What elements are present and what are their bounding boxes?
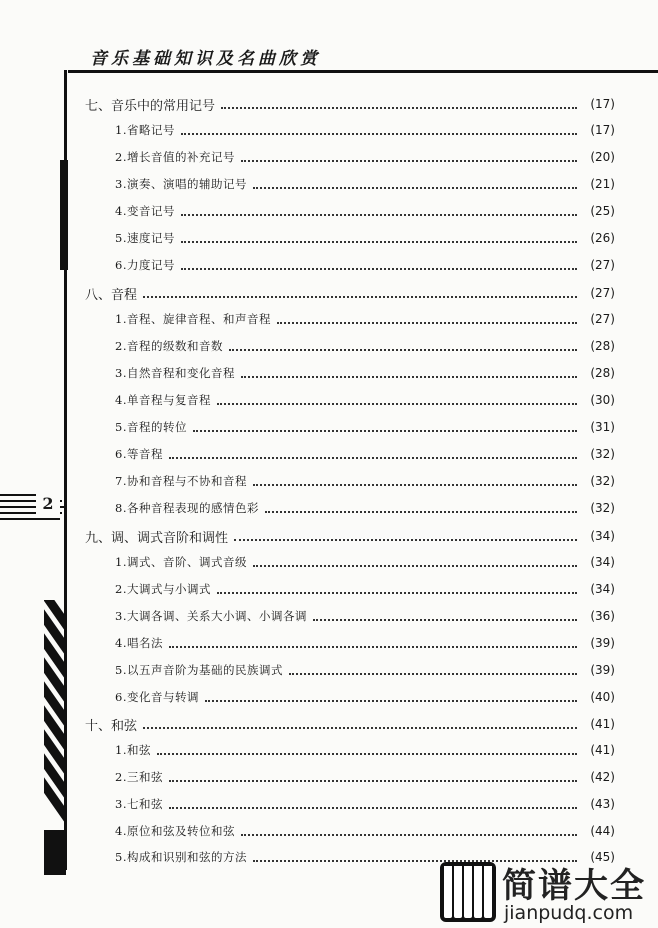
toc-item xyxy=(85,606,615,626)
toc-entry-title: 6.变化音与转调 xyxy=(115,690,199,704)
toc-entry-title: 1.音程、旋律音程、和声音程 xyxy=(115,312,271,326)
toc-entry-title: 7.协和音程与不协和音程 xyxy=(115,474,247,488)
toc-entry-page: (20) xyxy=(590,150,615,164)
toc-item xyxy=(85,687,615,707)
toc-entry-page: (36) xyxy=(590,609,615,623)
decorative-bottom-block xyxy=(44,830,66,875)
toc-entry-title: 4.变音记号 xyxy=(115,204,175,218)
toc-item xyxy=(85,228,615,248)
toc-item xyxy=(85,417,615,437)
toc-entry-title: 5.构成和识别和弦的方法 xyxy=(115,850,247,864)
toc-item xyxy=(85,444,615,464)
toc-entry-page: (42) xyxy=(590,770,615,784)
toc-item xyxy=(85,390,615,410)
toc-entry-page: (41) xyxy=(590,717,615,731)
toc-item xyxy=(85,120,615,140)
toc-entry-page: (39) xyxy=(590,663,615,677)
toc-item xyxy=(85,174,615,194)
toc-entry-page: (32) xyxy=(590,474,615,488)
toc-entry-title: 2.三和弦 xyxy=(115,770,163,784)
toc-leader-dots xyxy=(143,726,577,729)
toc-entry-title: 八、音程 xyxy=(85,287,138,303)
toc-leader-dots xyxy=(205,699,577,702)
toc-item xyxy=(85,336,615,356)
toc-leader-dots xyxy=(157,752,577,755)
toc-entry-title: 七、音乐中的常用记号 xyxy=(85,98,216,114)
toc-entry-title: 3.七和弦 xyxy=(115,797,163,811)
toc-section xyxy=(85,714,615,734)
toc-item xyxy=(85,660,615,680)
toc-leader-dots xyxy=(289,672,577,675)
toc-entry-title: 3.自然音程和变化音程 xyxy=(115,366,235,380)
toc-item xyxy=(85,498,615,518)
toc-leader-dots xyxy=(217,591,577,594)
toc-entry-page: (28) xyxy=(590,366,615,380)
toc-entry-page: (27) xyxy=(590,286,615,300)
toc-entry-page: (34) xyxy=(590,582,615,596)
toc-entry-title: 4.原位和弦及转位和弦 xyxy=(115,824,235,838)
toc-item xyxy=(85,201,615,221)
decorative-diagonal-stripes xyxy=(44,600,66,830)
spine-accent-bar xyxy=(60,160,68,270)
toc-entry-title: 5.速度记号 xyxy=(115,231,175,245)
toc-item xyxy=(85,255,615,275)
toc-section xyxy=(85,283,615,303)
toc-leader-dots xyxy=(193,429,577,432)
toc-entry-page: (30) xyxy=(590,393,615,407)
toc-entry-title: 1.调式、音阶、调式音级 xyxy=(115,555,247,569)
toc-leader-dots xyxy=(229,348,577,351)
toc-entry-title: 十、和弦 xyxy=(85,718,138,734)
toc-entry-title: 5.音程的转位 xyxy=(115,420,187,434)
toc-entry-title: 8.各种音程表现的感情色彩 xyxy=(115,501,259,515)
toc-leader-dots xyxy=(221,106,577,109)
toc-leader-dots xyxy=(143,295,577,298)
toc-entry-page: (39) xyxy=(590,636,615,650)
toc-entry-page: (34) xyxy=(590,529,615,543)
toc-entry-title: 3.演奏、演唱的辅助记号 xyxy=(115,177,247,191)
toc-entry-title: 1.省略记号 xyxy=(115,123,175,137)
header-rule xyxy=(68,70,658,73)
toc-leader-dots xyxy=(181,240,577,243)
toc-item xyxy=(85,471,615,491)
toc-entry-page: (26) xyxy=(590,231,615,245)
toc-leader-dots xyxy=(277,321,577,324)
toc-leader-dots xyxy=(217,402,577,405)
toc-entry-page: (41) xyxy=(590,743,615,757)
toc-entry-title: 5.以五声音阶为基础的民族调式 xyxy=(115,663,283,677)
toc-entry-title: 九、调、调式音阶和调性 xyxy=(85,530,229,546)
toc-leader-dots xyxy=(241,375,577,378)
toc-entry-page: (21) xyxy=(590,177,615,191)
toc-leader-dots xyxy=(313,618,577,621)
toc-leader-dots xyxy=(265,510,577,513)
toc-leader-dots xyxy=(169,456,577,459)
toc-item xyxy=(85,363,615,383)
toc-entry-title: 6.力度记号 xyxy=(115,258,175,272)
toc-entry-page: (27) xyxy=(590,312,615,326)
toc-entry-title: 2.大调式与小调式 xyxy=(115,582,211,596)
toc-item xyxy=(85,740,615,760)
toc-leader-dots xyxy=(181,213,577,216)
toc-section xyxy=(85,94,615,114)
toc-leader-dots xyxy=(169,645,577,648)
toc-leader-dots xyxy=(181,132,577,135)
toc-entry-page: (32) xyxy=(590,501,615,515)
piano-icon xyxy=(440,862,496,922)
toc-entry-page: (17) xyxy=(590,97,615,111)
toc-leader-dots xyxy=(253,564,577,567)
toc-leader-dots xyxy=(169,779,577,782)
toc-item xyxy=(85,552,615,572)
toc-leader-dots xyxy=(241,159,577,162)
toc-entry-page: (27) xyxy=(590,258,615,272)
toc-entry-page: (17) xyxy=(590,123,615,137)
toc-leader-dots xyxy=(241,833,577,836)
toc-entry-page: (44) xyxy=(590,824,615,838)
toc-entry-title: 4.单音程与复音程 xyxy=(115,393,211,407)
toc-section xyxy=(85,526,615,546)
toc-entry-title: 2.音程的级数和音数 xyxy=(115,339,223,353)
toc-leader-dots xyxy=(253,483,577,486)
toc-entry-title: 2.增长音值的补充记号 xyxy=(115,150,235,164)
watermark xyxy=(440,858,655,926)
toc-entry-page: (28) xyxy=(590,339,615,353)
toc-entry-page: (45) xyxy=(590,850,615,864)
toc-leader-dots xyxy=(253,186,577,189)
toc-item xyxy=(85,767,615,787)
book-title: 音乐基础知识及名曲欣赏 xyxy=(90,49,321,69)
watermark-brand: 简谱大全 xyxy=(502,866,646,906)
toc-item xyxy=(85,821,615,841)
toc-entry-page: (32) xyxy=(590,447,615,461)
page-number: 2 xyxy=(36,494,60,516)
watermark-url: jianpudq.com xyxy=(504,902,634,924)
toc-entry-page: (31) xyxy=(590,420,615,434)
toc-entry-page: (43) xyxy=(590,797,615,811)
toc-entry-title: 6.等音程 xyxy=(115,447,163,461)
toc-item xyxy=(85,147,615,167)
toc-item xyxy=(85,794,615,814)
toc-item xyxy=(85,579,615,599)
toc-entry-page: (25) xyxy=(590,204,615,218)
toc-entry-title: 3.大调各调、关系大小调、小调各调 xyxy=(115,609,307,623)
toc-entry-page: (40) xyxy=(590,690,615,704)
toc-item xyxy=(85,309,615,329)
toc-entry-title: 1.和弦 xyxy=(115,743,151,757)
toc-leader-dots xyxy=(169,806,577,809)
toc-entry-title: 4.唱名法 xyxy=(115,636,163,650)
toc-leader-dots xyxy=(234,538,577,541)
toc-leader-dots xyxy=(181,267,577,270)
toc-item xyxy=(85,633,615,653)
toc-entry-page: (34) xyxy=(590,555,615,569)
